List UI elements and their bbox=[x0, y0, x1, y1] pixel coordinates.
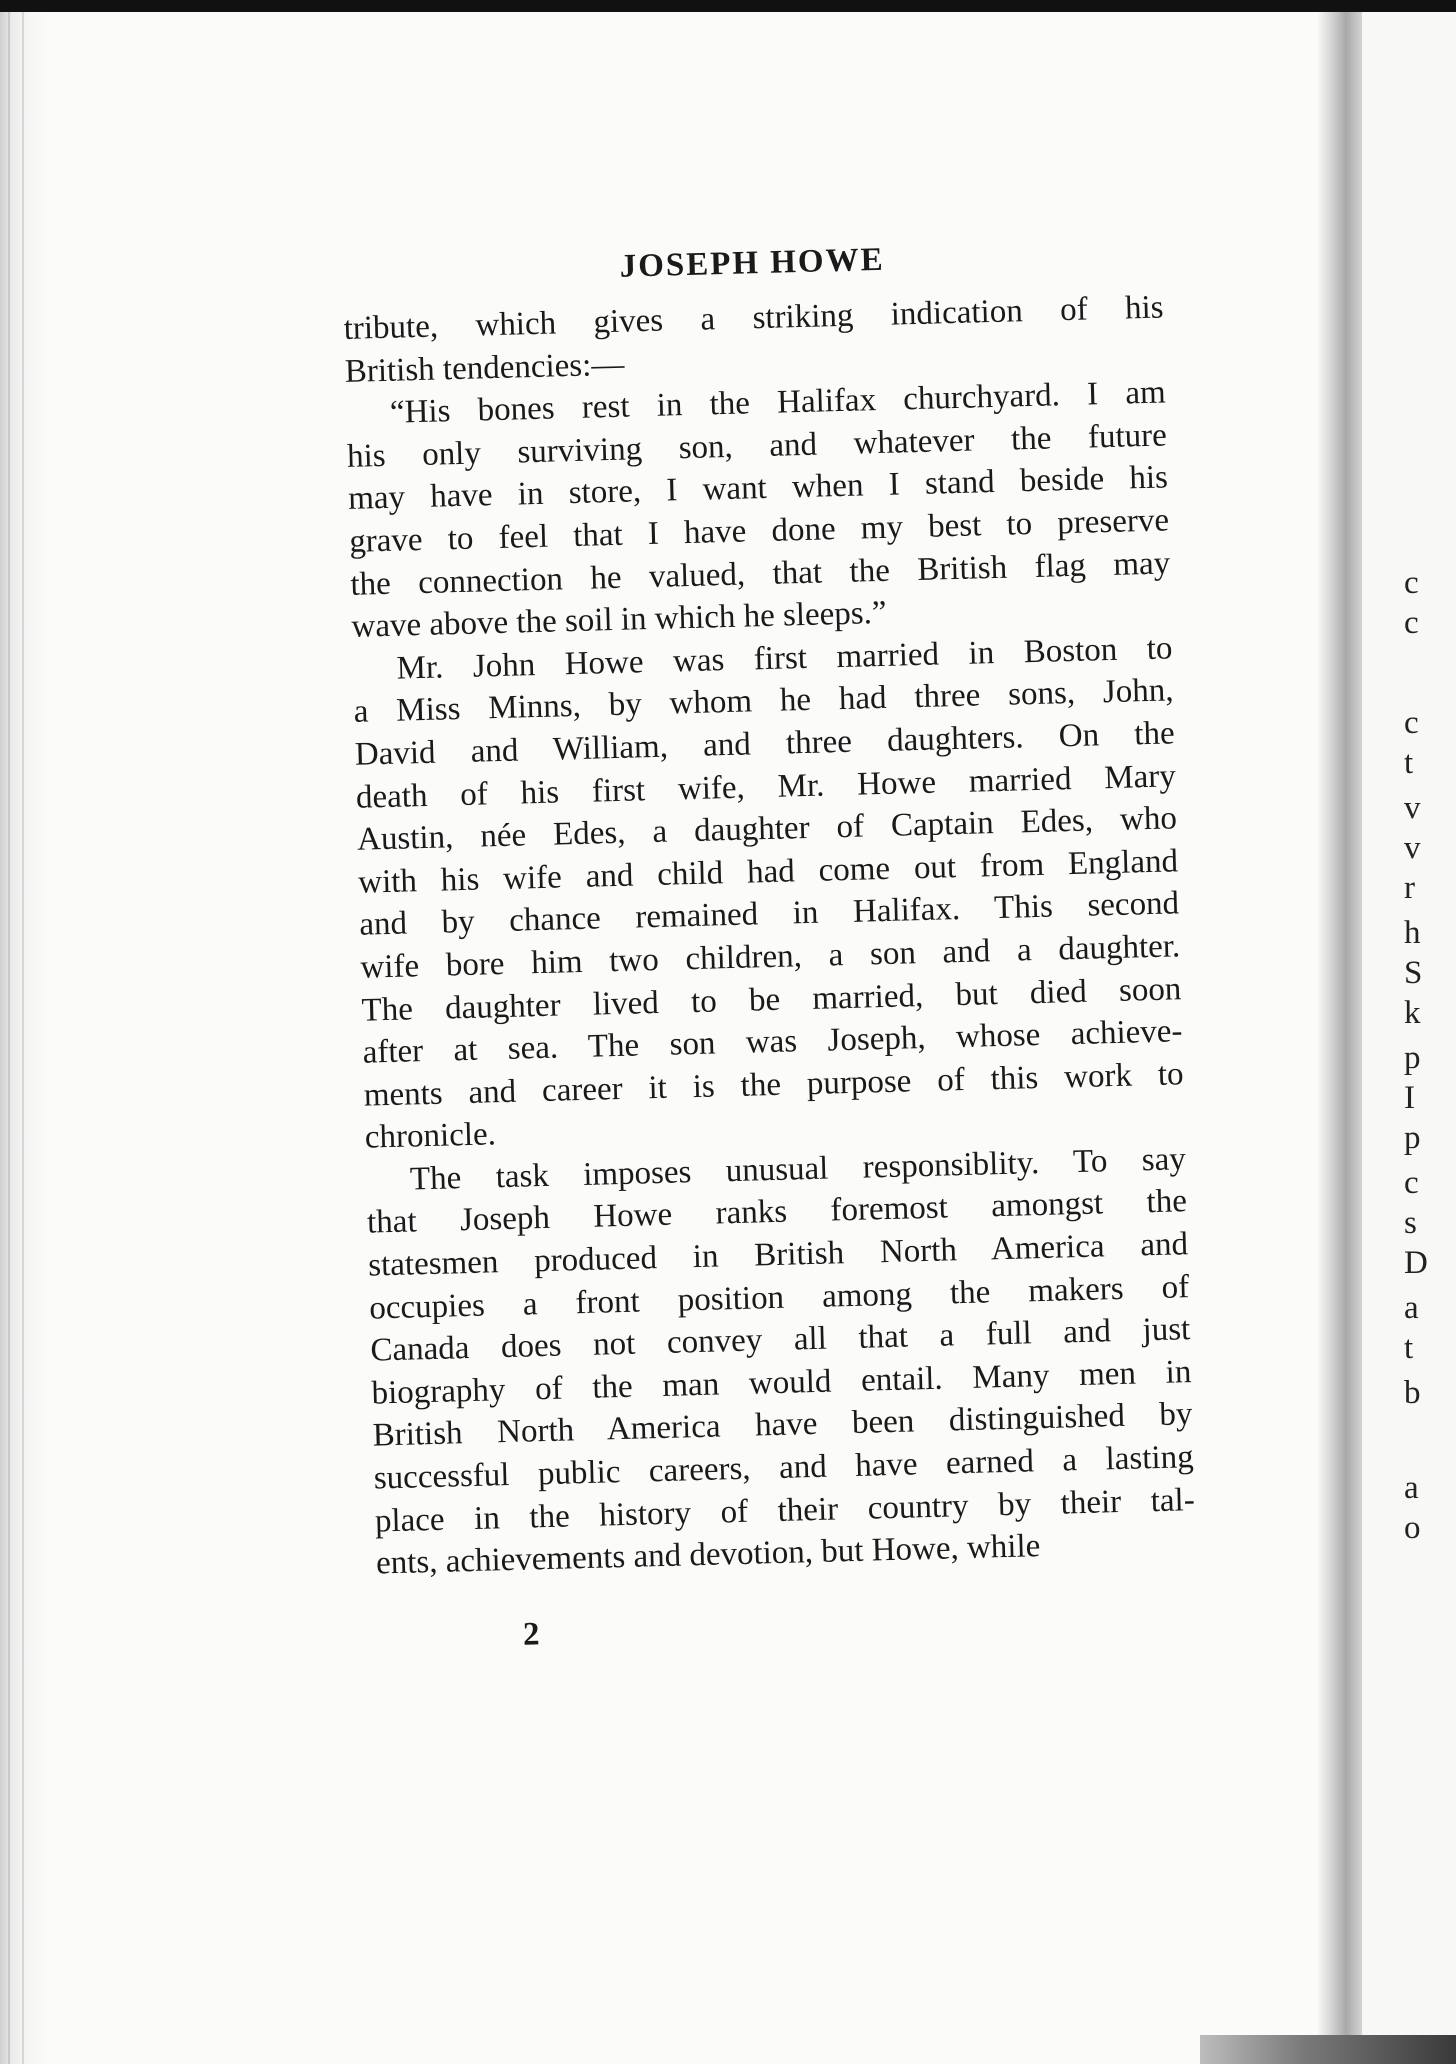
text-line: with his wife and child had come out from England bbox=[357, 843, 1179, 901]
text-line: statesmen produced in British North America and bbox=[367, 1226, 1189, 1284]
facing-page-fragment: D bbox=[1404, 1245, 1428, 1281]
page-edge-line bbox=[8, 12, 10, 2064]
text-line: wave above the soil in which he sleeps.” bbox=[351, 594, 887, 645]
facing-page-fragment: c bbox=[1404, 1165, 1419, 1201]
facing-page-fragment: o bbox=[1404, 1510, 1421, 1546]
text-line: “His bones rest in the Halifax churchyard. I am bbox=[389, 374, 1167, 431]
text-line: biography of the man would entail. Many men in bbox=[371, 1353, 1192, 1412]
text-line: wife bore him two children, a son and a daughter. bbox=[359, 928, 1181, 986]
text-line: The daughter lived to be married, but died soon bbox=[361, 970, 1182, 1029]
text-line: his only surviving son, and whatever the future bbox=[346, 417, 1168, 475]
text-line: that Joseph Howe ranks foremost amongst the bbox=[366, 1183, 1188, 1242]
facing-page-fragment: h bbox=[1404, 915, 1421, 951]
facing-page-fragment: a bbox=[1404, 1470, 1419, 1506]
facing-page-fragment: v bbox=[1404, 830, 1421, 866]
page-number: 2 bbox=[522, 1616, 540, 1653]
text-line: The task imposes unusual responsiblity. To say bbox=[409, 1141, 1187, 1198]
facing-page-fragment: c bbox=[1404, 705, 1419, 741]
text-line: a Miss Minns, by whom he had three sons, John, bbox=[353, 672, 1174, 731]
text-line: the connection he valued, that the British flag may bbox=[349, 544, 1171, 603]
facing-page-fragment: v bbox=[1404, 790, 1421, 826]
text-line: tribute, which gives a striking indication of his bbox=[343, 289, 1164, 347]
facing-page-fragment: I bbox=[1404, 1080, 1415, 1116]
facing-page-fragment: s bbox=[1404, 1205, 1417, 1241]
facing-page-edge bbox=[1362, 12, 1456, 2064]
scan-bottom-shadow bbox=[1200, 2035, 1456, 2064]
facing-page-fragment: p bbox=[1404, 1040, 1421, 1076]
facing-page-fragment: k bbox=[1404, 995, 1421, 1031]
running-head: JOSEPH HOWE bbox=[619, 241, 886, 285]
facing-page-fragment: t bbox=[1404, 1330, 1414, 1366]
text-line: Canada does not convey all that a full and just bbox=[370, 1311, 1191, 1369]
facing-page-fragment: c bbox=[1404, 605, 1419, 641]
facing-page-fragment: b bbox=[1404, 1375, 1421, 1411]
text-line: place in the history of their country by their tal- bbox=[374, 1481, 1196, 1540]
book-page bbox=[342, 235, 1199, 1676]
text-line: death of his first wife, Mr. Howe married Mary bbox=[355, 757, 1177, 816]
facing-page-fragment: a bbox=[1404, 1290, 1419, 1326]
page-edge-line bbox=[22, 12, 24, 2064]
text-line: Mr. John Howe was first married in Boston to bbox=[396, 630, 1173, 687]
facing-page-fragment: S bbox=[1404, 955, 1423, 991]
text-line: and by chance remained in Halifax. This second bbox=[358, 885, 1180, 944]
book-gutter bbox=[1318, 12, 1362, 2064]
text-line: occupies a front position among the makers of bbox=[368, 1268, 1190, 1327]
facing-page-fragment: r bbox=[1404, 870, 1415, 906]
facing-page-fragment: c bbox=[1404, 565, 1419, 601]
facing-page-fragment: t bbox=[1404, 745, 1414, 781]
text-line: British tendencies:— bbox=[344, 346, 625, 390]
text-line: British North America have been distinguished by bbox=[372, 1396, 1193, 1454]
facing-page-fragment: p bbox=[1404, 1120, 1421, 1156]
scan-top-border bbox=[0, 0, 1456, 12]
text-line: David and William, and three daughters. On the bbox=[354, 715, 1176, 773]
text-line: ents, achievements and devotion, but Howe, while bbox=[375, 1528, 1041, 1582]
text-line: may have in store, I want when I stand beside his bbox=[347, 459, 1169, 518]
text-line: chronicle. bbox=[364, 1116, 497, 1156]
text-line: successful public careers, and have earned a lasting bbox=[373, 1439, 1195, 1497]
text-line: ments and career it is the purpose of this work to bbox=[363, 1055, 1184, 1114]
body-text bbox=[343, 286, 1196, 1585]
text-line: after at sea. The son was Joseph, whose achieve- bbox=[362, 1013, 1183, 1071]
text-line: grave to feel that I have done my best to preserve bbox=[348, 502, 1170, 560]
text-line: Austin, née Edes, a daughter of Captain Edes, who bbox=[356, 800, 1178, 858]
